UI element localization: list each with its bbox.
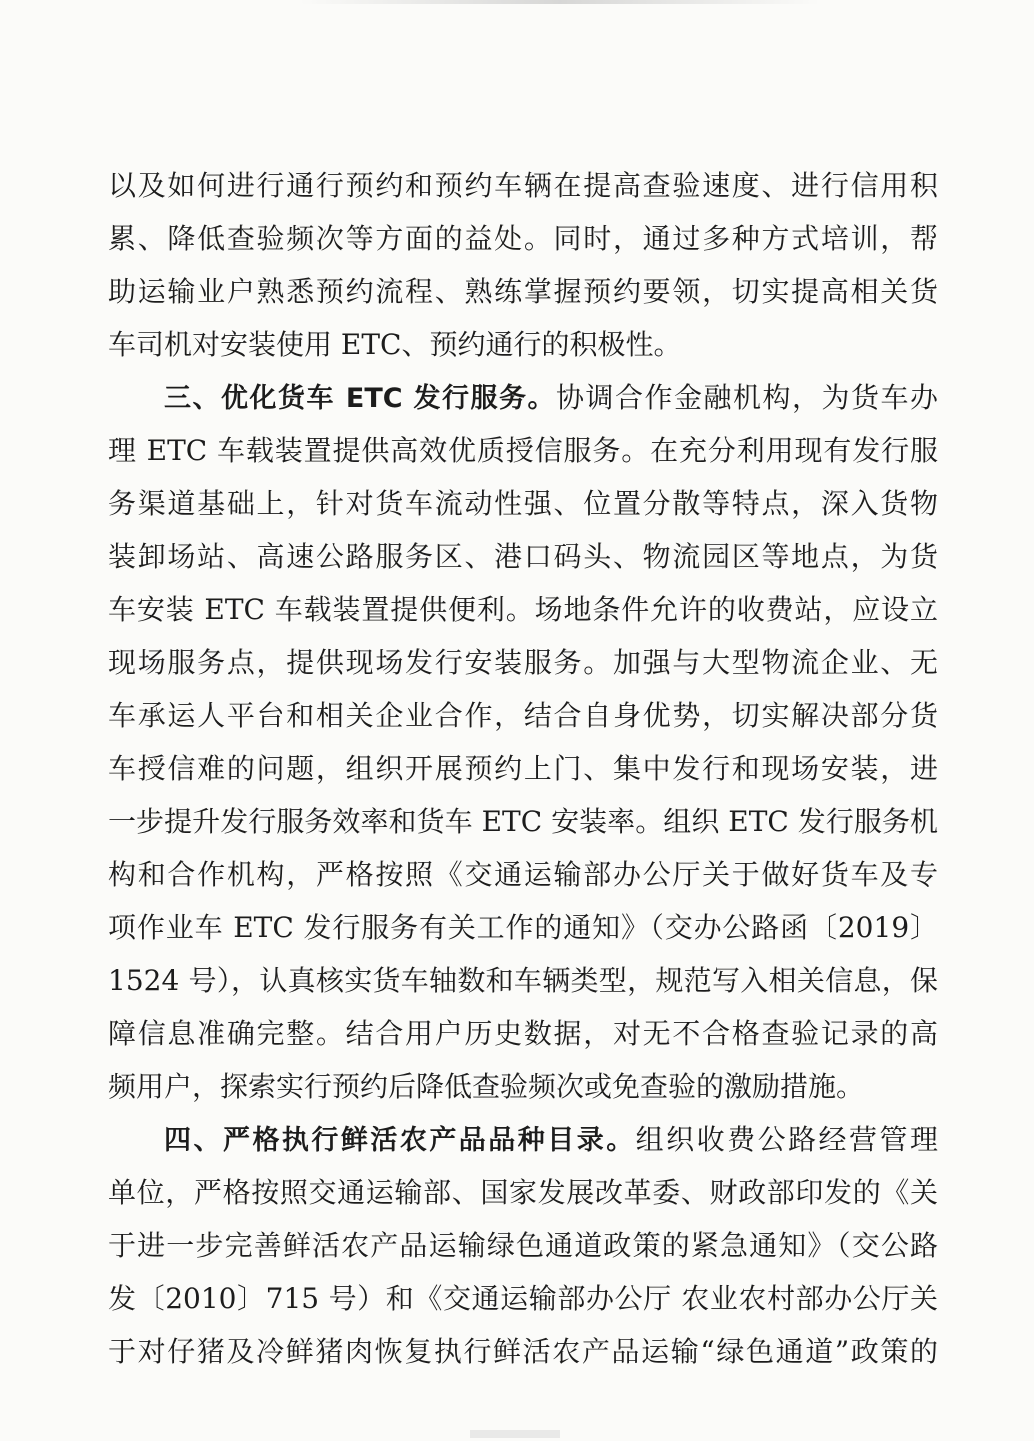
section-heading: 四、严格执行鲜活农产品品种目录。 — [164, 1125, 636, 1156]
text-line: 单位，严格按照交通运输部、国家发展改革委、财政部印发的《关 — [108, 1176, 938, 1209]
text-line: 项作业车 ETC 发行服务有关工作的通知》（交办公路函〔2019〕 — [108, 911, 938, 944]
text-line: 于进一步完善鲜活农产品运输绿色通道政策的紧急通知》（交公路 — [108, 1229, 938, 1262]
text-line: 车安装 ETC 车载装置提供便利。场地条件允许的收费站，应设立 — [108, 593, 938, 626]
text-line: 累、降低查验频次等方面的益处。同时，通过多种方式培训，帮 — [108, 222, 938, 255]
section-text: 组织收费公路经营管理 — [635, 1123, 938, 1156]
text-line: 一步提升发行服务效率和货车 ETC 安装率。组织 ETC 发行服务机 — [108, 805, 938, 838]
section-first-line — [164, 378, 938, 418]
text-line: 频用户，探索实行预约后降低查验频次或免查验的激励措施。 — [108, 1070, 865, 1103]
section-heading: 三、优化货车 ETC 发行服务。 — [164, 383, 556, 414]
section-first-line — [164, 1120, 938, 1160]
text-line: 车承运人平台和相关企业合作，结合自身优势，切实解决部分货 — [108, 699, 938, 732]
text-line: 1524 号），认真核实货车轴数和车辆类型，规范写入相关信息，保 — [108, 964, 938, 997]
text-line: 发〔2010〕715 号）和《交通运输部办公厅 农业农村部办公厅关 — [108, 1282, 938, 1315]
text-line: 构和合作机构，严格按照《交通运输部办公厅关于做好货车及专 — [108, 858, 938, 891]
text-line: 车司机对安装使用 ETC、预约通行的积极性。 — [108, 328, 682, 361]
text-line: 装卸场站、高速公路服务区、港口码头、物流园区等地点，为货 — [108, 540, 938, 573]
text-line: 以及如何进行通行预约和预约车辆在提高查验速度、进行信用积 — [108, 169, 938, 202]
text-line: 理 ETC 车载装置提供高效优质授信服务。在充分利用现有发行服 — [108, 434, 938, 467]
text-line: 现场服务点，提供现场发行安装服务。加强与大型物流企业、无 — [108, 646, 938, 679]
text-line: 于对仔猪及冷鲜猪肉恢复执行鲜活农产品运输“绿色通道”政策的 — [108, 1335, 938, 1368]
scan-edge-shadow — [470, 1430, 560, 1438]
text-line: 障信息准确完整。结合用户历史数据，对无不合格查验记录的高 — [108, 1017, 938, 1050]
text-line: 务渠道基础上，针对货车流动性强、位置分散等特点，深入货物 — [108, 487, 938, 520]
section-text: 协调合作金融机构，为货车办 — [555, 381, 938, 414]
text-line: 助运输业户熟悉预约流程、熟练掌握预约要领，切实提高相关货 — [108, 275, 938, 308]
text-line: 车授信难的问题，组织开展预约上门、集中发行和现场安装，进 — [108, 752, 938, 785]
